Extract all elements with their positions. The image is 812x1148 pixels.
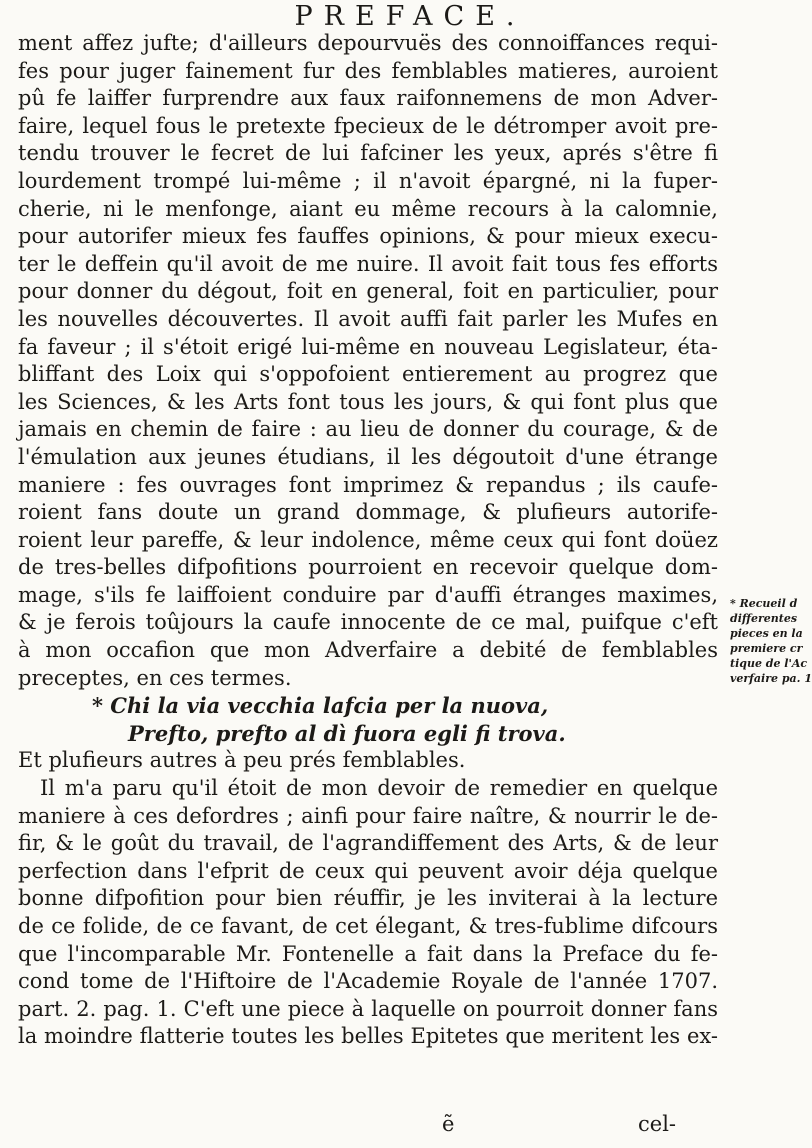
text-line: ment affez jufte; d'ailleurs depourvuës des connoiffances requi-: [18, 31, 718, 55]
text-line: mage, s'ils fe laiffoient conduire par d'auffi étranges maximes,: [18, 582, 718, 607]
text-line: de tres-belles difpofitions pourroient en recevoir quelque dom-: [18, 555, 718, 580]
text-line: cond tome de l'Hiftoire de l'Academie Royale de l'année 1707.: [18, 969, 718, 994]
text-line: à mon occafion que mon Adverfaire a debité de femblables: [18, 638, 718, 663]
text-line: lourdement trompé lui-même ; il n'avoit épargné, ni la fuper-: [18, 168, 718, 193]
text-line: faire, lequel fous le pretexte fpecieux de le détromper avoit pre-: [18, 113, 718, 138]
text-line: part. 2. pag. 1. C'eft une piece à laquelle on pourroit donner fans: [18, 996, 718, 1021]
text-line: bliffant des Loix qui s'oppofoient entierement au progrez que: [18, 362, 718, 387]
text-line: maniere : fes ouvrages font imprimez & repandus ; ils caufe-: [18, 472, 718, 497]
text-line: fa faveur ; il s'étoit erigé lui-même en nouveau Legislateur, éta-: [18, 334, 718, 359]
signature-mark: ẽ: [442, 1112, 455, 1136]
italian-verse-line: * Chi la via vecchia lafcia per la nuova,: [92, 693, 549, 719]
text-line: fir, & le goût du travail, de l'agrandiffement des Arts, & de leur: [18, 831, 718, 856]
text-line: la moindre flatterie toutes les belles Epitetes que meritent les ex-: [18, 1024, 718, 1049]
margin-note-line: * Recueil d: [730, 597, 798, 610]
text-line: que l'incomparable Mr. Fontenelle a fait dans la Preface du fe-: [18, 941, 718, 966]
margin-note-line: verfaire pa. 1: [730, 672, 812, 685]
text-line: pû fe laiffer furprendre aux faux raifonnemens de mon Adver-: [18, 86, 718, 111]
text-line: Et plufieurs autres à peu prés femblables.: [18, 748, 466, 773]
text-line: maniere à ces defordres ; ainfi pour faire naître, & nourrir le de-: [18, 803, 718, 828]
text-line: bonne difpofition pour bien réuffir, je les inviterai à la lecture: [18, 886, 718, 911]
margin-note-line: tique de l'Ac: [730, 657, 808, 670]
margin-note-line: premiere cr: [730, 642, 803, 655]
text-line: preceptes, en ces termes.: [18, 665, 292, 690]
text-line: tendu trouver le fecret de lui fafciner les yeux, aprés s'être fi: [18, 141, 718, 166]
text-line: fes pour juger fainement fur des femblables matieres, auroient: [18, 58, 718, 83]
text-line: & je ferois toûjours la caufe innocente de ce mal, puifque c'eft: [18, 610, 718, 635]
paragraph-start-line: Il m'a paru qu'il étoit de mon devoir de remedier en quelque: [40, 776, 718, 801]
text-line: perfection dans l'efprit de ceux qui peuvent avoir déja quelque: [18, 858, 718, 883]
text-line: roient leur pareffe, & leur indolence, même ceux qui font doüez: [18, 527, 718, 552]
text-line: cherie, ni le menfonge, aiant eu même recours à la calomnie,: [18, 196, 718, 221]
text-line: ter le deffein qu'il avoit de me nuire. Il avoit fait tous fes efforts: [18, 251, 718, 276]
text-line: de ce folide, de ce favant, de cet élegant, & tres-fublime difcours: [18, 914, 718, 938]
margin-note-line: differentes: [730, 612, 798, 625]
margin-note: [730, 596, 812, 686]
text-line: jamais en chemin de faire : au lieu de donner du courage, & de: [18, 417, 718, 442]
italian-verse-line: Prefto, prefto al dì fuora egli fi trova.: [128, 720, 566, 746]
catchword: cel-: [638, 1112, 677, 1136]
text-line: l'émulation aux jeunes étudians, il les dégoutoit d'une étrange: [18, 444, 718, 469]
text-line: roient fans doute un grand dommage, & plufieurs autorife-: [18, 500, 718, 525]
running-header: PREFACE.: [294, 1, 526, 32]
text-line: les nouvelles découvertes. Il avoit auffi fait parler les Mufes en: [18, 306, 718, 331]
page-body: [18, 30, 718, 1051]
text-line: pour donner du dégout, foit en general, foit en particulier, pour: [18, 279, 718, 304]
margin-note-line: pieces en la: [730, 627, 803, 640]
text-line: les Sciences, & les Arts font tous les jours, & qui font plus que: [18, 389, 718, 414]
text-line: pour autorifer mieux fes fauffes opinions, & pour mieux execu-: [18, 224, 718, 249]
